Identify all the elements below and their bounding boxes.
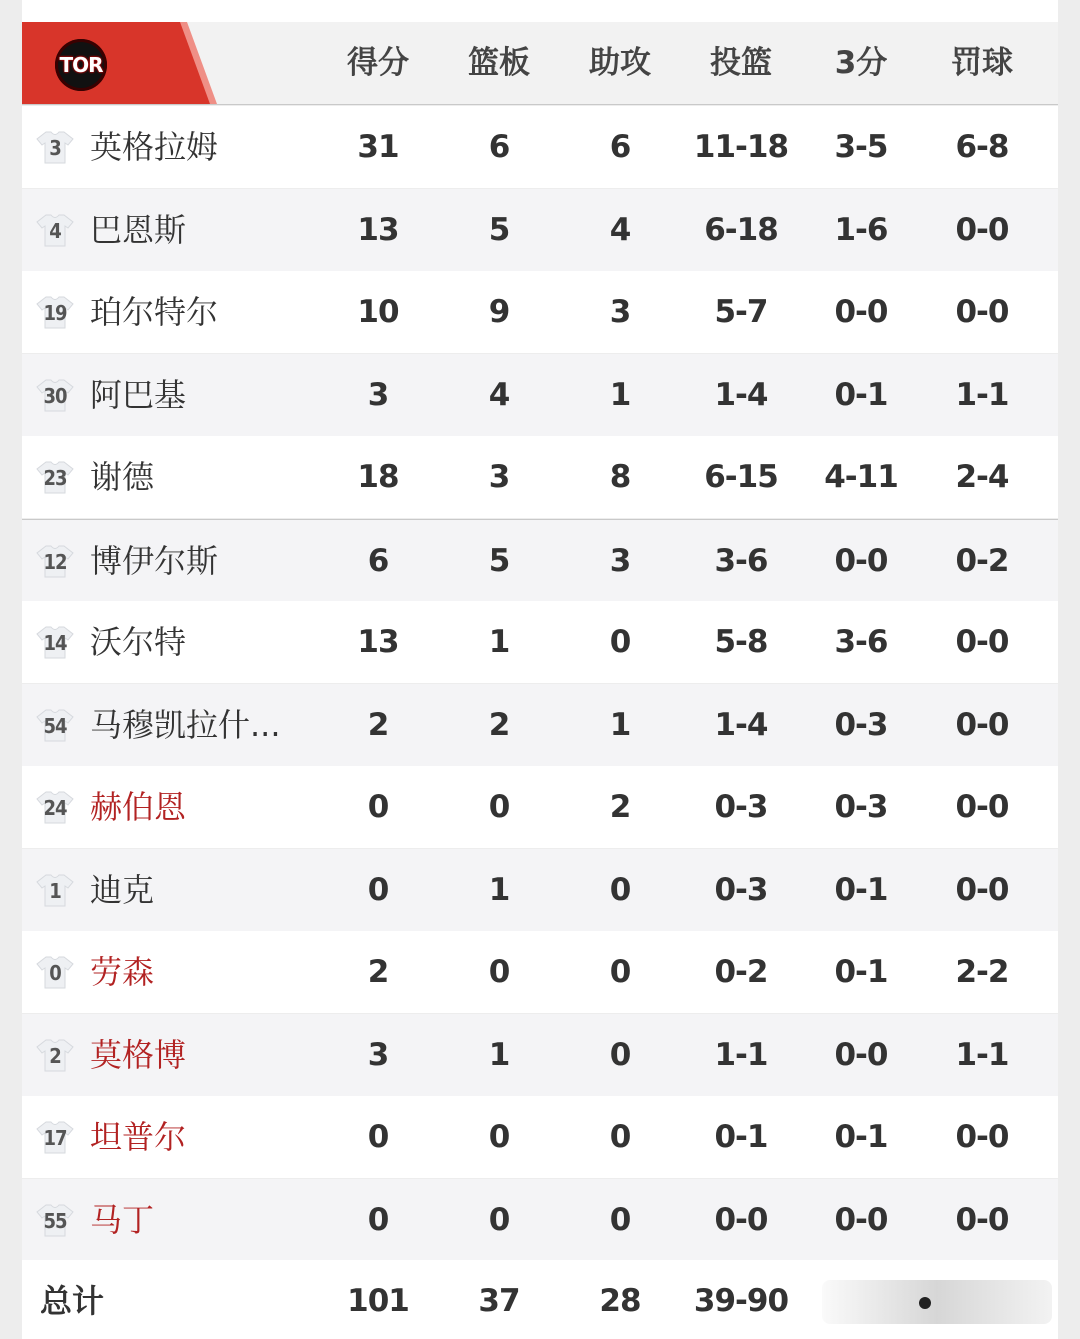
table-row[interactable]: [22, 1096, 1058, 1178]
jersey-number: 19: [43, 301, 67, 325]
stat-three-pointers: 0-3: [834, 789, 888, 825]
jersey-number: 54: [43, 713, 67, 738]
table-row[interactable]: [22, 436, 1058, 518]
jersey-icon: [36, 295, 74, 329]
jersey-number: 14: [43, 631, 67, 655]
col-header-assists: 助攻: [589, 45, 651, 81]
jersey-icon: [36, 544, 74, 578]
stat-points: 3: [367, 1036, 389, 1073]
stat-points: 2: [367, 954, 389, 990]
stat-points: 6: [367, 542, 389, 579]
player-name[interactable]: 博伊尔斯: [90, 541, 219, 580]
stat-rebounds: 1: [488, 1036, 510, 1073]
stat-free-throws: 6-8: [955, 129, 1009, 165]
jersey-icon: [36, 378, 74, 412]
player-name[interactable]: 马穆凯拉什...: [90, 705, 281, 744]
stat-field-goals: 5-8: [714, 624, 768, 660]
watermark-overlay: [822, 1280, 1052, 1324]
totals-rebounds: 37: [478, 1283, 520, 1319]
stat-field-goals: 0-0: [714, 1201, 768, 1238]
jersey-icon: [36, 213, 74, 247]
stat-assists: 4: [609, 211, 631, 248]
col-header-field-goals: 投篮: [710, 45, 772, 81]
jersey-icon: [36, 1038, 74, 1072]
totals-field-goals: 39-90: [693, 1283, 789, 1319]
stat-field-goals: 5-7: [714, 294, 768, 330]
jersey-icon: [36, 1120, 74, 1154]
stat-assists: 1: [609, 706, 631, 743]
col-header-points: 得分: [347, 45, 409, 81]
stat-field-goals: 11-18: [693, 129, 789, 165]
stat-three-pointers: 0-0: [834, 1036, 888, 1073]
jersey-number: 23: [43, 466, 67, 490]
stat-assists: 8: [609, 459, 631, 495]
stat-free-throws: 0-0: [955, 211, 1009, 248]
stat-three-pointers: 3-6: [834, 624, 888, 660]
player-name[interactable]: 沃尔特: [90, 623, 187, 661]
stat-points: 0: [367, 1201, 389, 1238]
stat-assists: 0: [609, 624, 631, 660]
totals-row: [22, 1260, 1058, 1339]
stat-rebounds: 3: [488, 459, 510, 495]
stat-three-pointers: 4-11: [824, 459, 898, 495]
stat-free-throws: 0-0: [955, 706, 1009, 743]
stat-three-pointers: 0-1: [834, 871, 888, 908]
stat-free-throws: 0-0: [955, 624, 1009, 660]
col-header-free-throws: 罚球: [951, 45, 1013, 81]
jersey-number: 4: [49, 218, 61, 243]
jersey-number: 55: [43, 1208, 67, 1233]
stat-free-throws: 1-1: [955, 1036, 1009, 1073]
player-name[interactable]: 迪克: [90, 870, 155, 909]
stat-free-throws: 0-0: [955, 871, 1009, 908]
table-row[interactable]: [22, 931, 1058, 1013]
jersey-number: 24: [43, 796, 67, 820]
stat-three-pointers: 0-0: [834, 1201, 888, 1238]
stat-three-pointers: 0-1: [834, 954, 888, 990]
stat-free-throws: 0-2: [955, 542, 1009, 579]
stat-assists: 6: [609, 129, 631, 165]
stat-rebounds: 6: [488, 129, 510, 165]
jersey-number: 3: [49, 136, 61, 160]
stat-points: 2: [367, 706, 389, 743]
stat-rebounds: 1: [488, 871, 510, 908]
table-row[interactable]: [22, 849, 1058, 931]
jersey-icon: [36, 1203, 74, 1237]
player-name[interactable]: 珀尔特尔: [90, 293, 219, 331]
col-header-three-pointers: 3分: [834, 45, 888, 81]
table-row[interactable]: [22, 271, 1058, 353]
stat-free-throws: 1-1: [955, 376, 1009, 413]
table-row[interactable]: [22, 601, 1058, 683]
stat-field-goals: 0-3: [714, 789, 768, 825]
stat-free-throws: 0-0: [955, 789, 1009, 825]
stat-field-goals: 0-3: [714, 871, 768, 908]
stat-three-pointers: 1-6: [834, 211, 888, 248]
stat-field-goals: 1-1: [714, 1036, 768, 1073]
stat-three-pointers: 0-0: [834, 542, 888, 579]
jersey-icon: [36, 708, 74, 742]
stat-points: 13: [357, 624, 399, 660]
col-header-rebounds: 篮板: [468, 45, 530, 81]
jersey-icon: [36, 130, 74, 164]
stat-assists: 0: [609, 1119, 631, 1155]
jersey-icon: [36, 873, 74, 907]
stat-field-goals: 6-18: [704, 211, 778, 248]
stat-field-goals: 0-2: [714, 954, 768, 990]
player-name[interactable]: 巴恩斯: [90, 210, 187, 249]
stat-assists: 1: [609, 376, 631, 413]
stat-assists: 0: [609, 871, 631, 908]
jersey-number: 30: [43, 383, 67, 408]
stat-rebounds: 0: [488, 954, 510, 990]
table-row[interactable]: [22, 519, 1058, 602]
previous-card-edge: [22, 0, 1058, 22]
table-row[interactable]: [22, 354, 1058, 436]
jersey-number: 17: [43, 1126, 67, 1150]
table-row[interactable]: [22, 106, 1058, 188]
player-name[interactable]: 赫伯恩: [90, 788, 187, 826]
table-header: [22, 22, 1058, 105]
stat-rebounds: 2: [488, 706, 510, 743]
player-name[interactable]: 英格拉姆: [90, 128, 219, 166]
table-row[interactable]: [22, 684, 1058, 766]
stat-points: 0: [367, 871, 389, 908]
stat-rebounds: 0: [488, 789, 510, 825]
stat-points: 18: [357, 459, 399, 495]
stat-free-throws: 0-0: [955, 294, 1009, 330]
stat-three-pointers: 0-1: [834, 1119, 888, 1155]
team-badge: [22, 22, 217, 104]
totals-assists: 28: [599, 1283, 641, 1319]
player-name[interactable]: 劳森: [90, 953, 155, 991]
stat-three-pointers: 0-0: [834, 294, 888, 330]
jersey-icon: [36, 790, 74, 824]
stat-points: 0: [367, 789, 389, 825]
stat-points: 3: [367, 376, 389, 413]
stat-rebounds: 9: [488, 294, 510, 330]
table-row[interactable]: [22, 1014, 1058, 1096]
stat-rebounds: 4: [488, 376, 510, 413]
watermark-dot-icon: [919, 1297, 931, 1309]
stat-field-goals: 1-4: [714, 706, 768, 743]
stat-assists: 3: [609, 542, 631, 579]
stat-assists: 0: [609, 1201, 631, 1238]
stat-rebounds: 0: [488, 1201, 510, 1238]
player-name[interactable]: 马丁: [90, 1200, 155, 1239]
stat-assists: 0: [609, 1036, 631, 1073]
jersey-number: 2: [49, 1043, 61, 1068]
table-row[interactable]: [22, 766, 1058, 848]
table-row[interactable]: [22, 1179, 1058, 1261]
totals-points: 101: [347, 1283, 409, 1319]
jersey-icon: [36, 955, 74, 989]
player-name[interactable]: 莫格博: [90, 1035, 187, 1074]
player-name[interactable]: 阿巴基: [90, 375, 187, 414]
stat-field-goals: 0-1: [714, 1119, 768, 1155]
player-name[interactable]: 谢德: [90, 458, 155, 496]
stat-three-pointers: 3-5: [834, 129, 888, 165]
jersey-number: 12: [43, 549, 67, 574]
stat-field-goals: 3-6: [714, 542, 768, 579]
stat-free-throws: 0-0: [955, 1201, 1009, 1238]
jersey-icon: [36, 625, 74, 659]
stat-points: 31: [357, 129, 399, 165]
team-logo-icon: [55, 39, 107, 91]
stat-assists: 0: [609, 954, 631, 990]
stat-rebounds: 0: [488, 1119, 510, 1155]
stat-field-goals: 1-4: [714, 376, 768, 413]
stat-points: 13: [357, 211, 399, 248]
stat-rebounds: 5: [488, 211, 510, 248]
stat-assists: 2: [609, 789, 631, 825]
jersey-number: 1: [49, 878, 61, 903]
totals-label: 总计: [40, 1282, 105, 1320]
stat-three-pointers: 0-1: [834, 376, 888, 413]
stat-assists: 3: [609, 294, 631, 330]
stat-points: 0: [367, 1119, 389, 1155]
stat-free-throws: 0-0: [955, 1119, 1009, 1155]
stat-free-throws: 2-2: [955, 954, 1009, 990]
player-name[interactable]: 坦普尔: [90, 1118, 187, 1156]
stat-rebounds: 5: [488, 542, 510, 579]
stat-free-throws: 2-4: [955, 459, 1009, 495]
jersey-number: 0: [49, 961, 61, 985]
stat-field-goals: 6-15: [704, 459, 778, 495]
jersey-icon: [36, 460, 74, 494]
stat-points: 10: [357, 294, 399, 330]
table-row[interactable]: [22, 189, 1058, 271]
stat-three-pointers: 0-3: [834, 706, 888, 743]
team-abbr: TOR: [59, 53, 103, 77]
stat-rebounds: 1: [488, 624, 510, 660]
